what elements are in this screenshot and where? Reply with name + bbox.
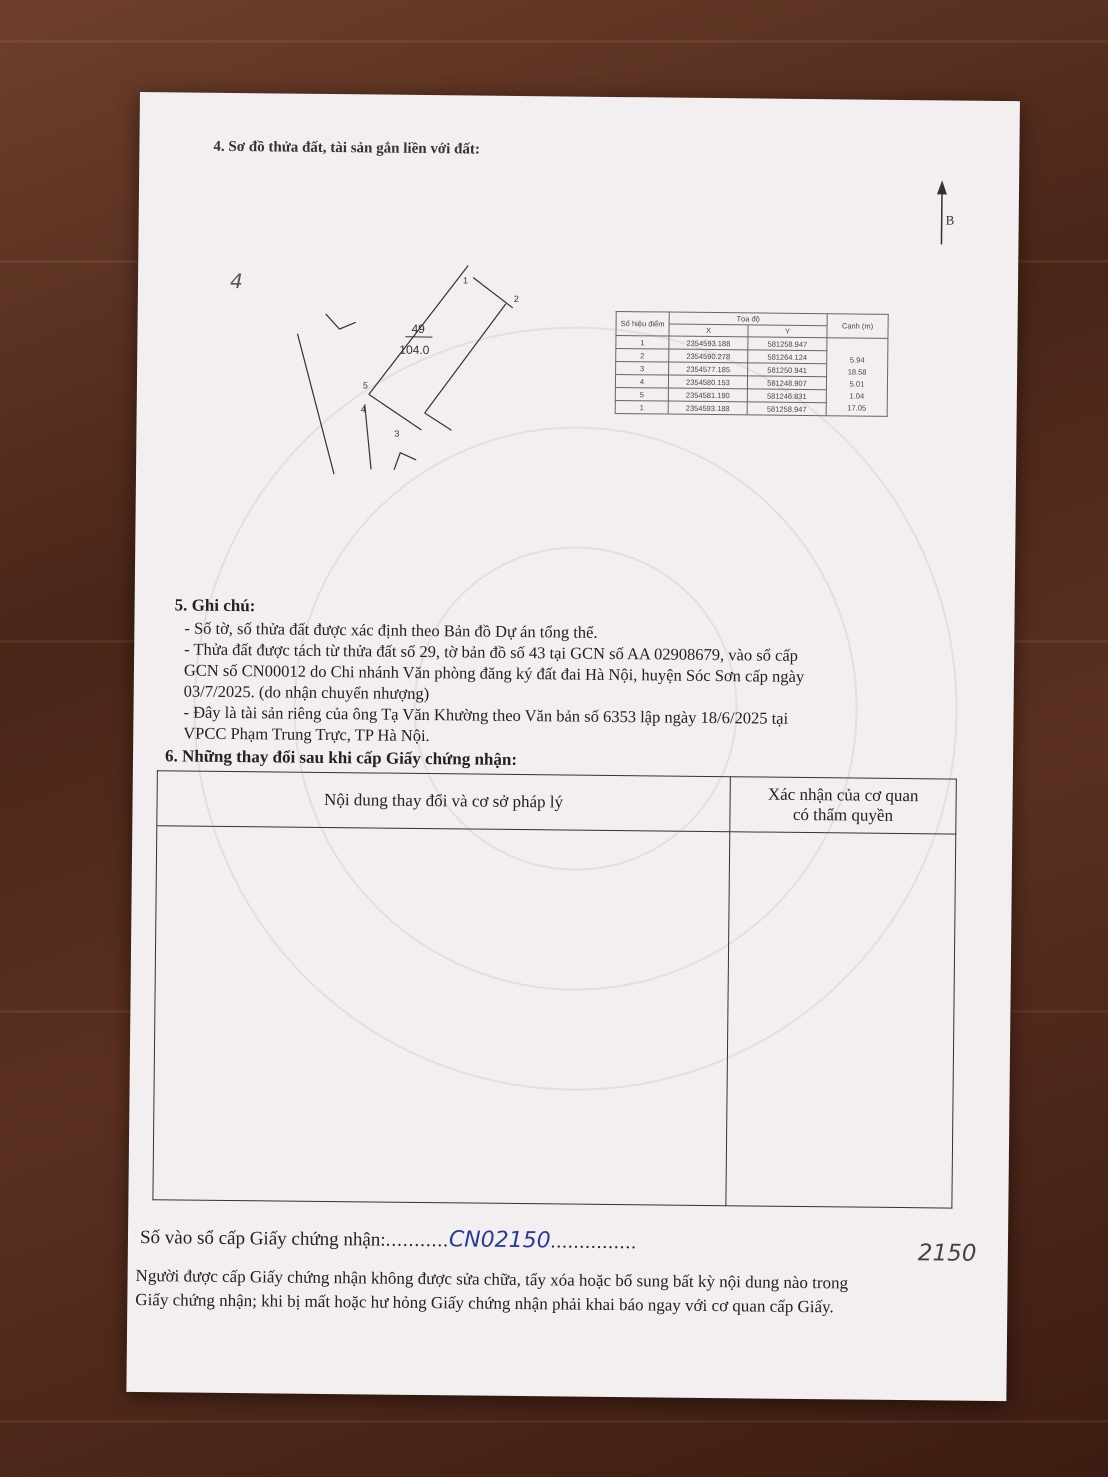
registration-line [140,1224,637,1254]
cell-x: 2354580.153 [668,375,747,389]
cell-y: 581258.947 [748,337,827,351]
cell-point: 1 [616,335,669,349]
north-arrow-icon [933,178,954,248]
parcel-area: 104.0 [399,342,430,358]
point-label: 2 [513,293,519,304]
section-5-title: 5. Ghi chú: [174,595,256,616]
cell-x: 2354593.188 [669,336,748,350]
registration-label: Số vào sổ cấp Giấy chứng nhận: [139,1227,386,1251]
point-label: 4 [360,404,366,415]
note-line: - Thửa đất được tách từ thửa đất số 29, tờ bản đồ số 43 tại GCN số AA 02908679, vào sổ cấp [184,639,799,665]
warning-line: Người được cấp Giấy chứng nhận không được sửa chữa, tẩy xóa hoặc bổ sung bất kỳ nội dung nào trong [135,1266,849,1293]
cell-point: 1 [615,400,668,414]
section-6-title: 6. Những thay đổi sau khi cấp Giấy chứng nhận: [164,746,518,769]
certificate-page [126,92,1020,1401]
changes-table [152,770,956,1208]
note-line: GCN số CN00012 do Chi nhánh Văn phòng đăng ký đất đai Hà Nội, huyện Sóc Sơn cấp ngày [183,660,805,686]
header-point: Số hiệu điểm [616,311,669,336]
empty-content-cell [153,826,730,1206]
handwritten-note: 4 [229,268,243,294]
column-header-line: có thẩm quyền [792,804,894,825]
cell-x: 2354577.185 [669,362,748,376]
note-line: VPCC Phạm Trung Trực, TP Hà Nội. [183,723,430,746]
header-edge: Cạnh (m) [827,314,888,339]
cell-x: 2354581.190 [668,388,747,402]
edge-value: 5.94 [849,355,865,365]
header-coord: Tọa độ [669,312,827,326]
edge-value: 5.01 [849,379,865,389]
note-line: 03/7/2025. (do nhận chuyển nhượng) [183,681,430,704]
north-label: B [945,212,955,228]
edge-value: 1.04 [849,391,865,401]
column-header-line: Xác nhận của cơ quan [767,784,919,806]
dot-leader: ........... [385,1229,449,1252]
edge-value: 18.58 [847,367,867,377]
cell-edges [826,338,888,417]
note-line: - Đây là tài sản riêng của ông Tạ Văn Khường theo Văn bản số 6353 lập ngày 18/6/2025 tại [183,702,789,728]
cell-y: 581246.831 [747,389,826,403]
handwritten-side-number: 2150 [917,1240,977,1267]
edge-value: 17.05 [847,403,867,413]
empty-confirmation-cell [726,832,956,1208]
registration-handwritten-value: CN02150 [448,1227,551,1254]
header-y: Y [748,325,827,338]
cell-y: 581258.947 [747,402,826,416]
section-4-title: 4. Sơ đồ thửa đất, tài sản gắn liền với đất: [213,138,480,158]
cell-point: 5 [615,387,668,401]
point-label: 3 [394,428,400,439]
point-label: 1 [462,275,469,286]
point-label: 5 [362,380,369,391]
cell-point: 4 [615,374,668,388]
parcel-sketch [276,253,538,496]
cell-y: 581250.941 [748,363,827,377]
coordinate-table [615,311,889,417]
note-line: - Số tờ, số thửa đất được xác định theo Bản đồ Dự án tổng thể. [184,618,598,642]
header-x: X [669,324,748,337]
dot-leader: ............... [550,1231,638,1254]
cell-x: 2354593.188 [668,401,747,415]
cell-x: 2354590.278 [669,349,748,363]
parcel-number: 49 [411,321,425,336]
column-header-content: Nội dung thay đổi và cơ sở pháp lý [157,771,731,832]
cell-y: 581248.907 [747,376,826,390]
cell-y: 581264.124 [748,350,827,364]
cell-point: 2 [616,348,669,362]
warning-text [135,1264,985,1321]
warning-line: Giấy chứng nhận; khi bị mất hoặc hư hỏng Giấy chứng nhận phải khai báo ngay với cơ quan cấp Giấy. [135,1290,834,1317]
cell-point: 3 [616,361,669,375]
column-header-confirmation [730,777,957,834]
